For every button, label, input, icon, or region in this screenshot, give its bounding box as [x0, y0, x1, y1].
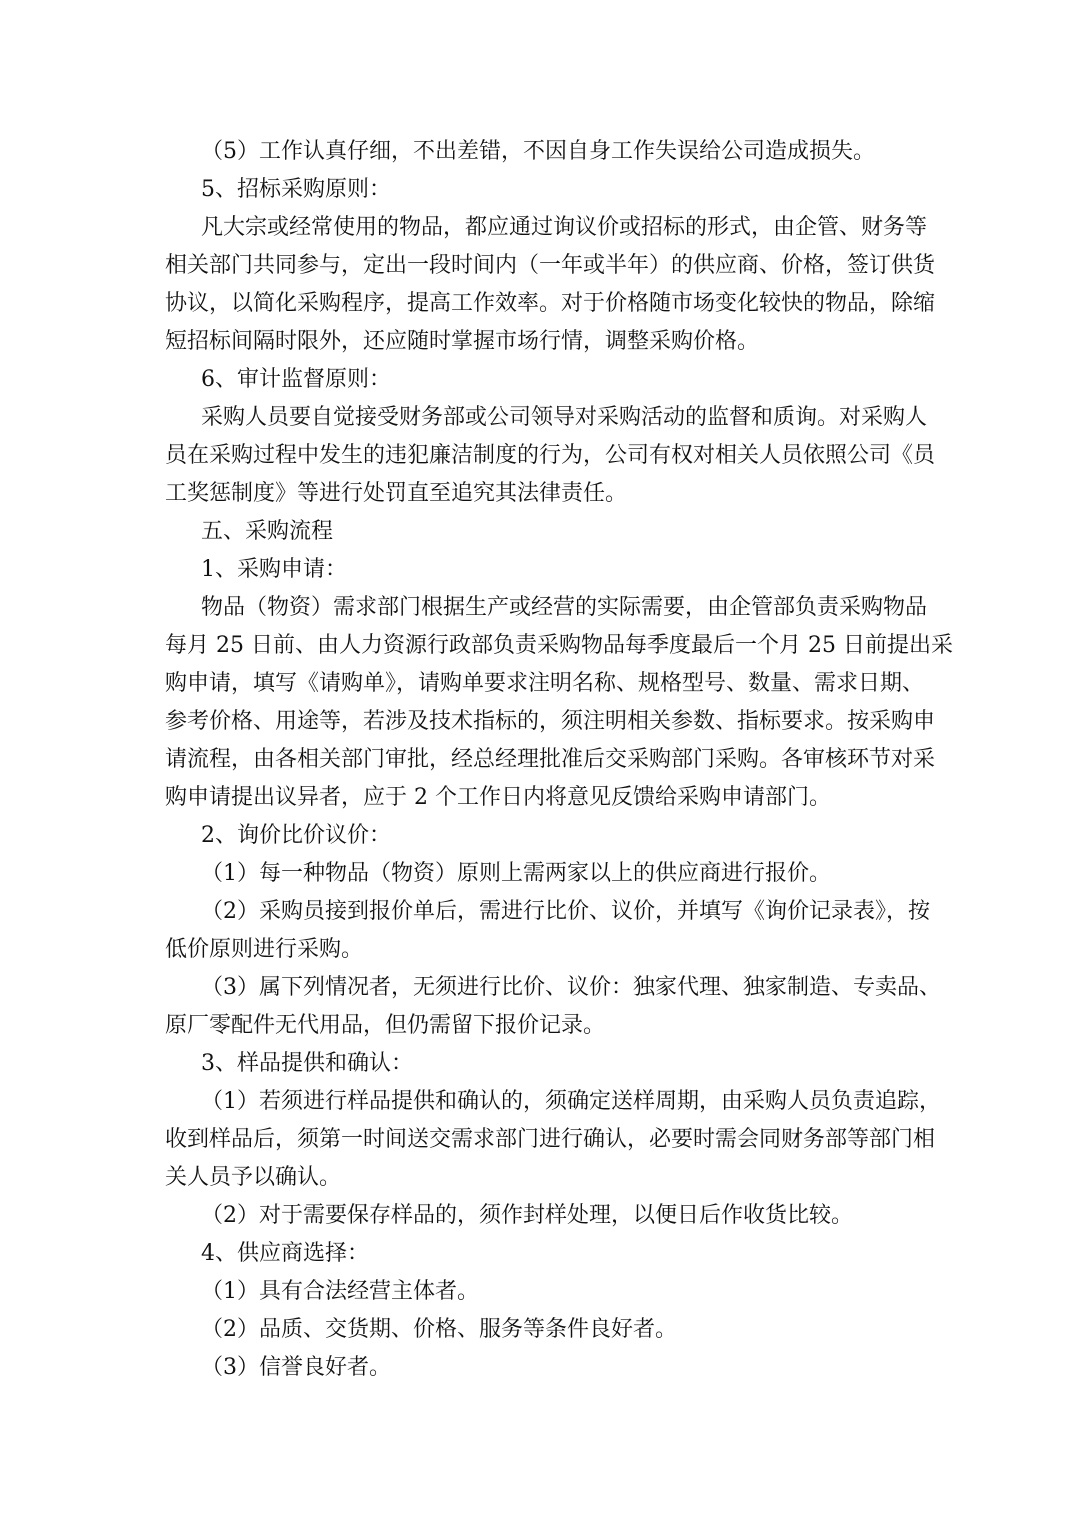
list-item: （3）信誉良好者。 — [201, 1355, 391, 1380]
list-item: （2）品质、交货期、价格、服务等条件良好者。 — [201, 1317, 677, 1342]
paragraph-line: 原厂零配件无代用品，但仍需留下报价记录。 — [165, 1013, 606, 1038]
paragraph-line: 凡大宗或经常使用的物品，都应通过询议价或招标的形式，由企管、财务等 — [201, 215, 928, 240]
paragraph-line: 参考价格、用途等，若涉及技术指标的，须注明相关参数、指标要求。按采购申 — [165, 709, 936, 734]
paragraph-line: 采购人员要自觉接受财务部或公司领导对采购活动的监督和质询。对采购人 — [201, 405, 928, 430]
paragraph-line: 低价原则进行采购。 — [165, 937, 364, 962]
section-heading: 6、审计监督原则： — [201, 367, 391, 392]
paragraph-line: 员在采购过程中发生的违犯廉洁制度的行为，公司有权对相关人员依照公司《员 — [165, 443, 936, 468]
paragraph-line: 关人员予以确认。 — [165, 1165, 342, 1190]
paragraph-line: 物品（物资）需求部门根据生产或经营的实际需要，由企管部负责采购物品 — [201, 595, 928, 620]
list-item: （1）每一种物品（物资）原则上需两家以上的供应商进行报价。 — [201, 861, 831, 886]
paragraph-line: 短招标间隔时限外，还应随时掌握市场行情，调整采购价格。 — [165, 329, 760, 354]
list-item: （1）具有合法经营主体者。 — [201, 1279, 479, 1304]
paragraph-line: 工奖惩制度》等进行处罚直至追究其法律责任。 — [165, 481, 628, 506]
list-item: （2）对于需要保存样品的，须作封样处理，以便日后作收货比较。 — [201, 1203, 853, 1228]
paragraph-line: 相关部门共同参与，定出一段时间内（一年或半年）的供应商、价格，签订供货 — [165, 253, 936, 278]
paragraph-line: 购申请，填写《请购单》，请购单要求注明名称、规格型号、数量、需求日期、 — [165, 671, 925, 696]
section-heading: 4、供应商选择： — [201, 1241, 369, 1266]
list-item: （2）采购员接到报价单后，需进行比价、议价，并填写《询价记录表》，按 — [201, 899, 930, 924]
paragraph-line: 协议，以简化采购程序，提高工作效率。对于价格随市场变化较快的物品，除缩 — [165, 291, 936, 316]
list-item: （3）属下列情况者，无须进行比价、议价：独家代理、独家制造、专卖品、 — [201, 975, 941, 1000]
list-item: （1）若须进行样品提供和确认的，须确定送样周期，由采购人员负责追踪， — [201, 1089, 941, 1114]
section-heading: 5、招标采购原则： — [201, 177, 391, 202]
document-body — [165, 133, 953, 1387]
section-heading: 1、采购申请： — [201, 557, 347, 582]
paragraph-line: 购申请提出议异者，应于 2 个工作日内将意见反馈给采购申请部门。 — [165, 785, 831, 810]
paragraph-line: 每月 25 日前、由人力资源行政部负责采购物品每季度最后一个月 25 日前提出采 — [165, 633, 953, 658]
paragraph-line: 请流程，由各相关部门审批，经总经理批准后交采购部门采购。各审核环节对采 — [165, 747, 936, 772]
section-heading: 3、样品提供和确认： — [201, 1051, 413, 1076]
chapter-heading: 五、采购流程 — [201, 519, 334, 544]
section-heading: 2、询价比价议价： — [201, 823, 391, 848]
paragraph-line: 收到样品后，须第一时间送交需求部门进行确认，必要时需会同财务部等部门相 — [165, 1127, 936, 1152]
paragraph-line: （5）工作认真仔细，不出差错，不因自身工作失误给公司造成损失。 — [201, 139, 875, 164]
